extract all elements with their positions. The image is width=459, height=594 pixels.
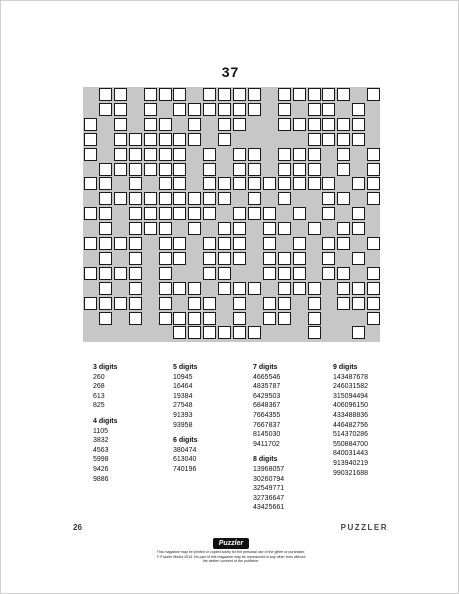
grid-cell[interactable] — [188, 282, 201, 295]
grid-cell[interactable] — [84, 133, 97, 146]
grid-cell[interactable] — [233, 148, 246, 161]
grid-cell[interactable] — [322, 177, 335, 190]
grid-cell[interactable] — [278, 282, 291, 295]
list-item: 9886 — [93, 475, 109, 483]
grid-cell[interactable] — [159, 133, 172, 146]
grid-cell[interactable] — [263, 312, 276, 325]
grid-cell[interactable] — [367, 267, 380, 280]
grid-cell[interactable] — [293, 282, 306, 295]
grid-cell[interactable] — [308, 282, 321, 295]
grid-cell[interactable] — [114, 163, 127, 176]
grid-cell[interactable] — [173, 192, 186, 205]
grid-cell[interactable] — [173, 312, 186, 325]
grid-cell[interactable] — [278, 222, 291, 235]
grid-cell[interactable] — [159, 282, 172, 295]
list-item: 990321688 — [333, 469, 369, 477]
grid-cell[interactable] — [144, 88, 157, 101]
grid-cell[interactable] — [367, 282, 380, 295]
grid-cell[interactable] — [308, 148, 321, 161]
list-item: 9411702 — [253, 440, 280, 448]
grid-cell[interactable] — [308, 103, 321, 116]
grid-cell[interactable] — [173, 133, 186, 146]
grid-cell[interactable] — [337, 222, 350, 235]
list-item: 268 — [93, 383, 105, 391]
grid-cell[interactable] — [159, 118, 172, 131]
grid-cell[interactable] — [144, 192, 157, 205]
list-item: 32549771 — [253, 485, 285, 493]
list-item: 9426 — [93, 465, 109, 473]
grid-cell[interactable] — [129, 177, 142, 190]
grid-cell[interactable] — [129, 133, 142, 146]
list-item: 4835787 — [253, 383, 281, 391]
grid-cell[interactable] — [203, 88, 216, 101]
grid-cell[interactable] — [129, 148, 142, 161]
copyright-line: © Puzzler Media 2014. No part of this magazine may be reproduced in any other form without — [156, 554, 306, 559]
grid-cell[interactable] — [159, 163, 172, 176]
list-item: 8145030 — [253, 431, 281, 439]
grid-cell[interactable] — [114, 192, 127, 205]
grid-cell[interactable] — [233, 163, 246, 176]
grid-cell[interactable] — [144, 118, 157, 131]
brand-name: PUZZLER — [340, 523, 388, 532]
grid-cell[interactable] — [233, 252, 246, 265]
grid-cell[interactable] — [337, 88, 350, 101]
grid-cell[interactable] — [337, 148, 350, 161]
grid-cell[interactable] — [159, 267, 172, 280]
copyright-line: This magazine may be printed or copied solely for the personal use of the giftee or purchaser. — [156, 550, 306, 554]
list-item: 7664355 — [253, 411, 281, 419]
grid-cell[interactable] — [322, 237, 335, 250]
list-item: 30260794 — [253, 475, 285, 483]
grid-cell[interactable] — [248, 148, 261, 161]
grid-cell[interactable] — [263, 267, 276, 280]
grid-cell[interactable] — [159, 252, 172, 265]
grid-cell[interactable] — [173, 326, 186, 339]
list-item: 550884700 — [333, 440, 369, 448]
grid-cell[interactable] — [84, 177, 97, 190]
grid-cell[interactable] — [203, 207, 216, 220]
copyright-notice — [151, 550, 311, 564]
list-item: 91393 — [173, 411, 193, 419]
list-item: 406096150 — [333, 402, 369, 410]
list-item: 6429503 — [253, 392, 281, 400]
grid-cell[interactable] — [218, 177, 231, 190]
grid-cell[interactable] — [278, 312, 291, 325]
grid-cell[interactable] — [99, 163, 112, 176]
grid-cell[interactable] — [218, 237, 231, 250]
grid-cell[interactable] — [293, 88, 306, 101]
list-item: 913940219 — [333, 459, 369, 467]
list-item: 613040 — [173, 456, 197, 464]
grid-cell[interactable] — [263, 207, 276, 220]
grid-cell[interactable] — [278, 267, 291, 280]
grid-cell[interactable] — [203, 326, 216, 339]
grid-cell[interactable] — [99, 297, 112, 310]
list-item: 740196 — [173, 465, 197, 473]
grid-cell[interactable] — [248, 192, 261, 205]
grid-cell[interactable] — [308, 312, 321, 325]
grid-cell[interactable] — [188, 207, 201, 220]
grid-cell[interactable] — [263, 177, 276, 190]
grid-cell[interactable] — [218, 88, 231, 101]
grid-cell[interactable] — [84, 267, 97, 280]
grid-cell[interactable] — [173, 148, 186, 161]
grid-cell[interactable] — [308, 326, 321, 339]
grid-cell[interactable] — [308, 88, 321, 101]
list-item: 93958 — [173, 421, 193, 429]
grid-cell[interactable] — [308, 133, 321, 146]
grid-cell[interactable] — [278, 163, 291, 176]
list-item: 16464 — [173, 383, 193, 391]
list-heading: 7 digits — [253, 364, 278, 371]
grid-cell[interactable] — [337, 282, 350, 295]
list-item: 514370286 — [333, 431, 369, 439]
grid-cell[interactable] — [218, 192, 231, 205]
grid-cell[interactable] — [248, 282, 261, 295]
list-item: 32736647 — [253, 494, 285, 502]
grid-cell[interactable] — [144, 207, 157, 220]
grid-cell[interactable] — [233, 222, 246, 235]
grid-cell[interactable] — [308, 163, 321, 176]
grid-cell[interactable] — [173, 103, 186, 116]
grid-cell[interactable] — [188, 297, 201, 310]
grid-cell[interactable] — [308, 222, 321, 235]
grid-cell[interactable] — [293, 148, 306, 161]
puzzler-logo: Puzzler — [213, 538, 249, 549]
number-list-column-2 — [173, 363, 198, 475]
grid-cell[interactable] — [203, 177, 216, 190]
list-item: 246031582 — [333, 383, 369, 391]
grid-cell[interactable] — [129, 163, 142, 176]
grid-cell[interactable] — [337, 133, 350, 146]
grid-cell[interactable] — [99, 267, 112, 280]
grid-cell[interactable] — [99, 207, 112, 220]
grid-cell[interactable] — [278, 192, 291, 205]
grid-cell[interactable] — [322, 267, 335, 280]
grid-cell[interactable] — [367, 297, 380, 310]
grid-cell[interactable] — [188, 326, 201, 339]
grid-cell[interactable] — [322, 207, 335, 220]
grid-cell[interactable] — [114, 237, 127, 250]
grid-cell[interactable] — [352, 252, 365, 265]
grid-cell[interactable] — [352, 207, 365, 220]
grid-cell[interactable] — [129, 297, 142, 310]
grid-cell[interactable] — [188, 192, 201, 205]
list-item: 825 — [93, 402, 105, 410]
grid-cell[interactable] — [352, 177, 365, 190]
grid-cell[interactable] — [337, 163, 350, 176]
grid-cell[interactable] — [159, 297, 172, 310]
grid-cell[interactable] — [144, 163, 157, 176]
grid-cell[interactable] — [188, 222, 201, 235]
grid-cell[interactable] — [322, 118, 335, 131]
grid-cell[interactable] — [218, 252, 231, 265]
list-item: 4563 — [93, 446, 109, 454]
grid-cell[interactable] — [293, 267, 306, 280]
grid-cell[interactable] — [233, 297, 246, 310]
list-item: 4665546 — [253, 373, 281, 381]
grid-cell[interactable] — [218, 103, 231, 116]
grid-cell[interactable] — [322, 192, 335, 205]
list-item: 143487678 — [333, 373, 369, 381]
grid-cell[interactable] — [203, 297, 216, 310]
grid-cell[interactable] — [99, 252, 112, 265]
grid-cell[interactable] — [293, 252, 306, 265]
grid-cell[interactable] — [352, 118, 365, 131]
grid-cell[interactable] — [84, 207, 97, 220]
grid-cell[interactable] — [233, 326, 246, 339]
grid-cell[interactable] — [367, 237, 380, 250]
grid-cell[interactable] — [144, 103, 157, 116]
grid-cell[interactable] — [159, 177, 172, 190]
grid-cell[interactable] — [203, 148, 216, 161]
list-item: 613 — [93, 392, 105, 400]
grid-cell[interactable] — [159, 207, 172, 220]
grid-cell[interactable] — [203, 103, 216, 116]
grid-cell[interactable] — [278, 118, 291, 131]
grid-cell[interactable] — [263, 297, 276, 310]
grid-cell[interactable] — [188, 133, 201, 146]
grid-cell[interactable] — [367, 148, 380, 161]
grid-cell[interactable] — [233, 282, 246, 295]
list-item: 1105 — [93, 427, 109, 435]
grid-cell[interactable] — [218, 133, 231, 146]
grid-cell[interactable] — [278, 297, 291, 310]
grid-cell[interactable] — [352, 133, 365, 146]
grid-cell[interactable] — [278, 88, 291, 101]
grid-cell[interactable] — [308, 297, 321, 310]
grid-cell[interactable] — [84, 297, 97, 310]
list-heading: 6 digits — [173, 437, 198, 445]
grid-cell[interactable] — [263, 237, 276, 250]
list-item: 6848367 — [253, 402, 281, 410]
list-item: 19384 — [173, 392, 193, 400]
grid-cell[interactable] — [144, 222, 157, 235]
grid-cell[interactable] — [188, 118, 201, 131]
grid-cell[interactable] — [129, 312, 142, 325]
grid-cell[interactable] — [114, 133, 127, 146]
list-item: 380474 — [173, 446, 197, 454]
grid-cell[interactable] — [203, 252, 216, 265]
grid-cell[interactable] — [308, 177, 321, 190]
grid-cell[interactable] — [159, 237, 172, 250]
grid-cell[interactable] — [173, 207, 186, 220]
grid-cell[interactable] — [233, 103, 246, 116]
grid-cell[interactable] — [352, 326, 365, 339]
grid-cell[interactable] — [114, 267, 127, 280]
grid-cell[interactable] — [352, 282, 365, 295]
grid-cell[interactable] — [173, 252, 186, 265]
grid-cell[interactable] — [278, 148, 291, 161]
grid-cell[interactable] — [367, 163, 380, 176]
puzzle-grid — [83, 87, 380, 342]
list-item: 13968057 — [253, 465, 285, 473]
grid-cell[interactable] — [233, 88, 246, 101]
grid-cell[interactable] — [352, 103, 365, 116]
list-item: 5998 — [93, 456, 109, 464]
grid-cell[interactable] — [233, 118, 246, 131]
list-item: 260 — [93, 373, 105, 381]
grid-cell[interactable] — [248, 326, 261, 339]
grid-cell[interactable] — [337, 237, 350, 250]
grid-cell[interactable] — [308, 118, 321, 131]
grid-cell[interactable] — [322, 252, 335, 265]
grid-cell[interactable] — [159, 88, 172, 101]
grid-cell[interactable] — [114, 118, 127, 131]
grid-cell[interactable] — [218, 326, 231, 339]
grid-cell[interactable] — [144, 133, 157, 146]
grid-cell[interactable] — [173, 163, 186, 176]
grid-cell[interactable] — [159, 312, 172, 325]
grid-cell[interactable] — [233, 207, 246, 220]
grid-cell[interactable] — [337, 118, 350, 131]
grid-cell[interactable] — [99, 282, 112, 295]
grid-cell[interactable] — [263, 252, 276, 265]
list-item: 840031443 — [333, 450, 369, 458]
grid-cell[interactable] — [263, 222, 276, 235]
list-item: 3832 — [93, 437, 109, 445]
grid-cell[interactable] — [233, 312, 246, 325]
grid-cell[interactable] — [293, 163, 306, 176]
number-list-column-1 — [93, 363, 118, 484]
grid-cell[interactable] — [322, 103, 335, 116]
grid-cell[interactable] — [218, 267, 231, 280]
list-heading: 9 digits — [333, 364, 358, 371]
grid-cell[interactable] — [203, 312, 216, 325]
grid-cell[interactable] — [337, 192, 350, 205]
list-heading: 5 digits — [173, 364, 198, 371]
number-list-column-4 — [333, 363, 368, 478]
grid-cell[interactable] — [129, 282, 142, 295]
grid-cell[interactable] — [188, 312, 201, 325]
grid-cell[interactable] — [84, 118, 97, 131]
grid-cell[interactable] — [293, 207, 306, 220]
list-item: 315094494 — [333, 392, 369, 400]
grid-cell[interactable] — [129, 222, 142, 235]
grid-cell[interactable] — [99, 222, 112, 235]
grid-cell[interactable] — [218, 118, 231, 131]
grid-cell[interactable] — [233, 237, 246, 250]
puzzle-number: 37 — [221, 64, 240, 80]
copyright-line: the written consent of the publisher. — [202, 559, 260, 564]
grid-cell[interactable] — [293, 177, 306, 190]
grid-cell[interactable] — [129, 237, 142, 250]
grid-cell[interactable] — [218, 222, 231, 235]
grid-cell[interactable] — [129, 252, 142, 265]
grid-cell[interactable] — [173, 177, 186, 190]
page-number: 26 — [73, 523, 82, 532]
grid-cell[interactable] — [114, 103, 127, 116]
grid-cell[interactable] — [248, 103, 261, 116]
list-item: 10945 — [173, 373, 193, 381]
grid-cell[interactable] — [278, 177, 291, 190]
grid-cell[interactable] — [99, 237, 112, 250]
grid-cell[interactable] — [203, 237, 216, 250]
number-list-column-3 — [253, 363, 284, 513]
grid-cell[interactable] — [84, 237, 97, 250]
grid-cell[interactable] — [278, 103, 291, 116]
list-item: 433488836 — [333, 411, 369, 419]
grid-cell[interactable] — [203, 163, 216, 176]
list-item: 7667837 — [253, 421, 281, 429]
grid-cell[interactable] — [114, 148, 127, 161]
grid-cell[interactable] — [188, 103, 201, 116]
grid-cell[interactable] — [322, 88, 335, 101]
grid-cell[interactable] — [114, 88, 127, 101]
grid-cell[interactable] — [129, 192, 142, 205]
grid-cell[interactable] — [203, 192, 216, 205]
grid-cell[interactable] — [129, 267, 142, 280]
list-item: 27548 — [173, 402, 193, 410]
list-heading: 4 digits — [93, 417, 118, 425]
list-heading: 8 digits — [253, 456, 278, 464]
grid-cell[interactable] — [367, 192, 380, 205]
grid-cell[interactable] — [114, 297, 127, 310]
grid-cell[interactable] — [248, 88, 261, 101]
grid-cell[interactable] — [337, 267, 350, 280]
grid-cell[interactable] — [173, 282, 186, 295]
grid-cell[interactable] — [248, 207, 261, 220]
grid-cell[interactable] — [99, 192, 112, 205]
grid-cell[interactable] — [99, 88, 112, 101]
grid-cell[interactable] — [248, 163, 261, 176]
grid-cell[interactable] — [293, 118, 306, 131]
grid-cell[interactable] — [159, 192, 172, 205]
list-item: 446482756 — [333, 421, 369, 429]
grid-cell[interactable] — [278, 252, 291, 265]
grid-cell[interactable] — [293, 237, 306, 250]
grid-cell[interactable] — [203, 267, 216, 280]
grid-cell[interactable] — [159, 148, 172, 161]
grid-cell[interactable] — [367, 312, 380, 325]
grid-cell[interactable] — [173, 237, 186, 250]
grid-cell[interactable] — [99, 103, 112, 116]
grid-cell[interactable] — [248, 177, 261, 190]
grid-cell[interactable] — [99, 312, 112, 325]
grid-cell[interactable] — [352, 222, 365, 235]
grid-cell[interactable] — [173, 88, 186, 101]
grid-cell[interactable] — [99, 177, 112, 190]
grid-cell[interactable] — [367, 177, 380, 190]
grid-cell[interactable] — [367, 88, 380, 101]
grid-cell[interactable] — [352, 297, 365, 310]
grid-cell[interactable] — [84, 148, 97, 161]
grid-cell[interactable] — [159, 222, 172, 235]
grid-cell[interactable] — [218, 282, 231, 295]
grid-cell[interactable] — [144, 148, 157, 161]
grid-cell[interactable] — [337, 297, 350, 310]
list-item: 43425661 — [253, 504, 285, 512]
grid-cell[interactable] — [129, 207, 142, 220]
grid-cell[interactable] — [233, 177, 246, 190]
grid-cell[interactable] — [322, 133, 335, 146]
list-heading: 3 digits — [93, 364, 118, 371]
